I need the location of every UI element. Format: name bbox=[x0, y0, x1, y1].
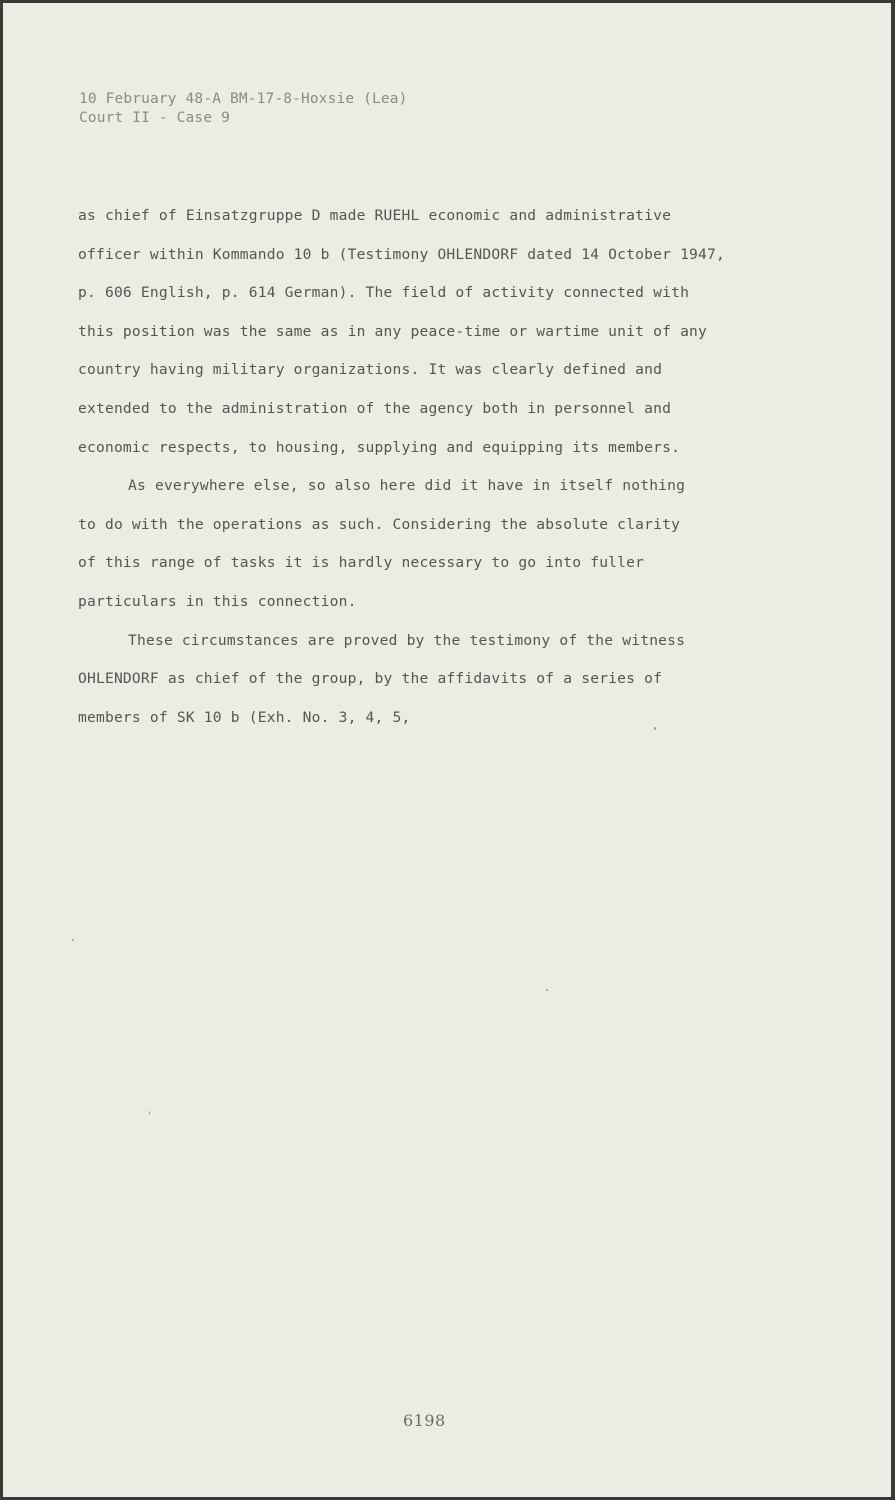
body-line: officer within Kommando 10 b (Testimony OHLENDORF dated 14 October 1947, bbox=[78, 245, 726, 263]
body-line: as chief of Einsatzgruppe D made RUEHL economic and administrative bbox=[78, 207, 672, 224]
page-number: 6198 bbox=[403, 1411, 446, 1430]
page-header bbox=[79, 90, 408, 128]
body-line: members of SK 10 b (Exh. No. 3, 4, 5, bbox=[78, 708, 411, 726]
paper-speck bbox=[149, 1111, 150, 1115]
header-date-reference: 10 February 48-A BM-17-8-Hoxsie (Lea) bbox=[79, 91, 408, 107]
body-line: OHLENDORF as chief of the group, by the affidavits of a series of bbox=[78, 670, 663, 688]
body-line: economic respects, to housing, supplying and equipping its members. bbox=[78, 438, 681, 456]
document-page bbox=[3, 3, 891, 1497]
document-body bbox=[78, 202, 818, 742]
body-line: These circumstances are proved by the testimony of the witness bbox=[128, 631, 686, 649]
body-line: p. 606 English, p. 614 German). The field of activity connected with bbox=[78, 284, 690, 302]
body-line: extended to the administration of the agency both in personnel and bbox=[78, 399, 672, 417]
body-line: particulars in this connection. bbox=[78, 592, 357, 610]
body-line: of this range of tasks it is hardly necessary to go into fuller bbox=[78, 554, 645, 572]
paper-speck bbox=[72, 939, 74, 941]
body-line: As everywhere else, so also here did it have in itself nothing bbox=[128, 477, 686, 495]
body-line: this position was the same as in any peace-time or wartime unit of any bbox=[78, 322, 708, 340]
paper-speck bbox=[546, 989, 548, 991]
body-line: to do with the operations as such. Considering the absolute clarity bbox=[78, 515, 681, 533]
body-line: country having military organizations. It was clearly defined and bbox=[78, 361, 663, 379]
header-court-case: Court II - Case 9 bbox=[79, 110, 230, 126]
paper-speck bbox=[654, 727, 656, 730]
